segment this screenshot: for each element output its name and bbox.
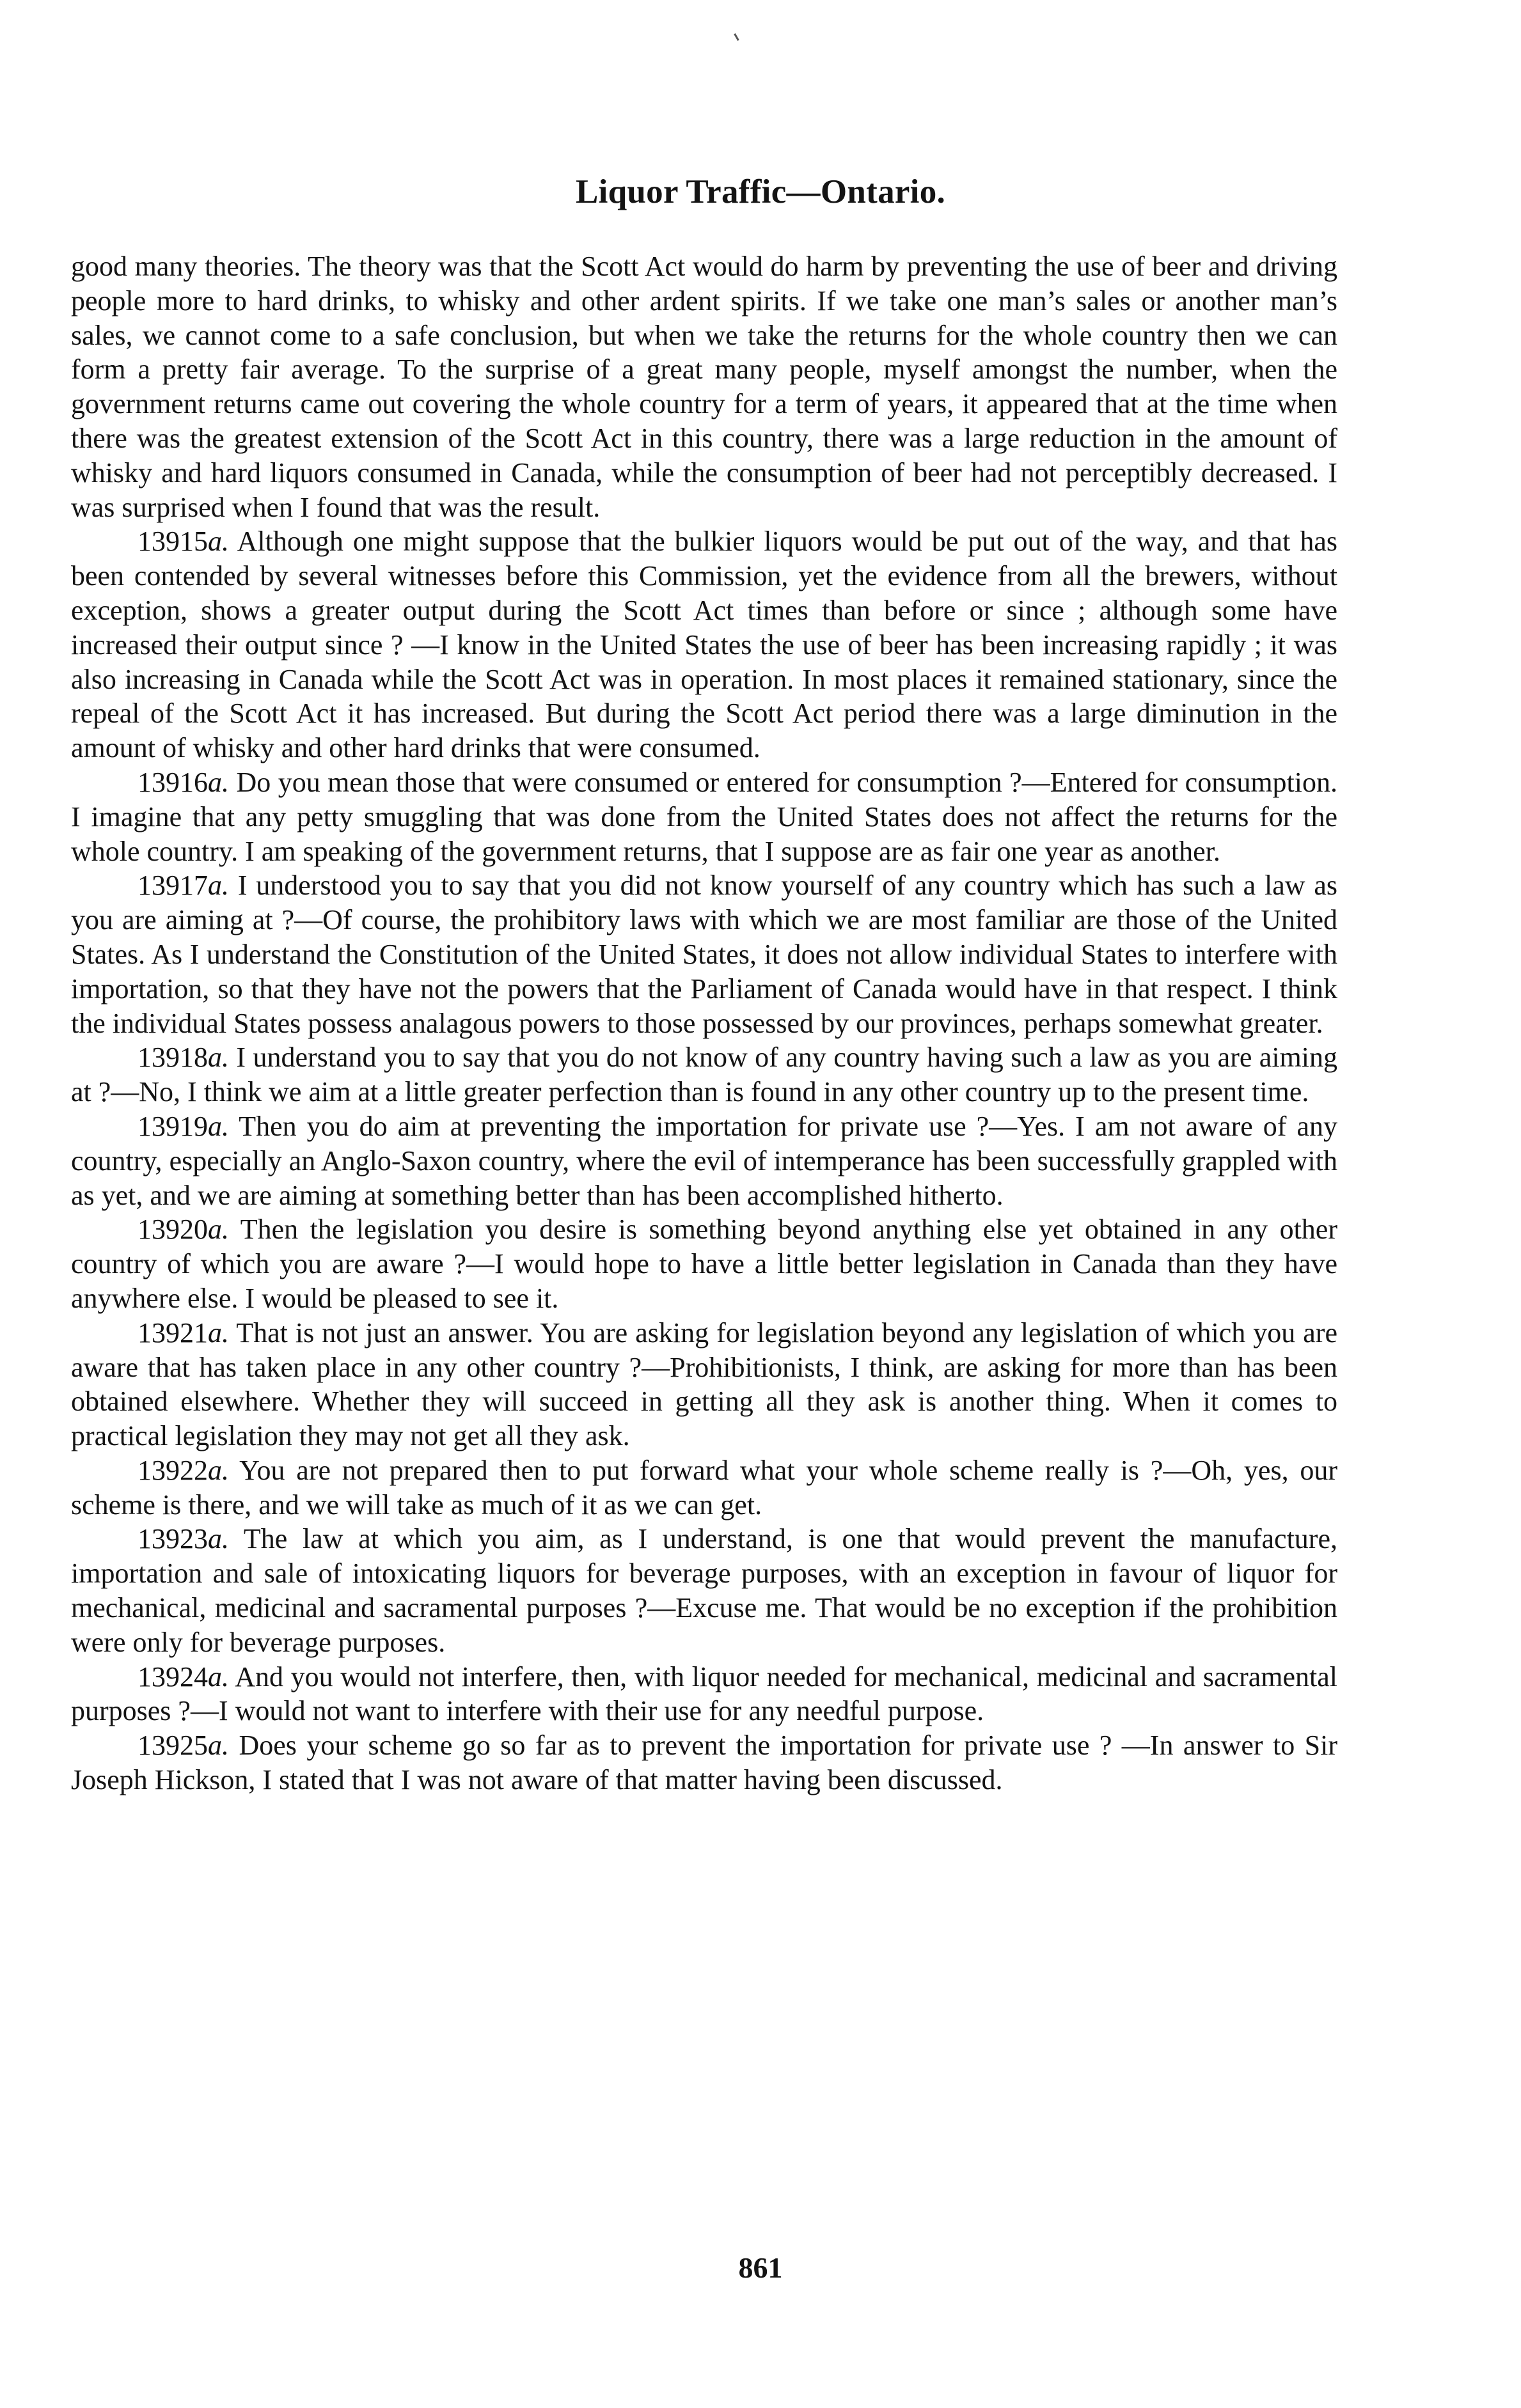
- question-number: 13923a.: [138, 1523, 229, 1555]
- question-number: 13918a.: [138, 1042, 229, 1074]
- page-number: 861: [738, 2251, 783, 2284]
- question-number: 13922a.: [138, 1454, 229, 1486]
- continuation-paragraph: good many theories. The theory was that the Scott Act would do harm by preventing the use of beer and driving people more to hard drinks, to whisky and other ardent spirits. If we take one man’s sales or another man’s sales, we cannot come to a safe conclusion, but when we take the returns for the whole country then we can form a pretty fair average. To the surprise of a great many people, myself amongst the number, when the government returns came out covering the whole country for a term of years, it appeared that at the time when there was the greatest extension of the Scott Act in this country, there was a large reduction in the amount of whisky and hard liquors consumed in Canada, while the consumption of beer had not perceptibly decreased. I was surprised when I found that was the result.: [71, 251, 1337, 523]
- question-number: 13924a.: [138, 1661, 229, 1693]
- question-paragraph: [71, 765, 1337, 868]
- question-text: Although one might suppose that the bulkier liquors would be put out of the way, and that has been contended by several witnesses before this Commission, yet the evidence from all the brewers, without exception, shows a greater output during the Scott Act times than before or since ; although some have increased their output since ? —I know in the United States the use of beer has been increasing rapidly ; it was also increasing in Canada while the Scott Act was in operation. In most places it remained stationary, since the repeal of the Scott Act it has increased. But during the Scott Act period there was a large diminution in the amount of whisky and other hard drinks that were consumed.: [71, 526, 1337, 764]
- stray-mark: [734, 33, 739, 41]
- question-number: 13919a.: [138, 1110, 229, 1142]
- question-paragraph: [71, 1522, 1337, 1659]
- question-paragraph: [71, 1316, 1337, 1453]
- question-text: And you would not interfere, then, with liquor needed for mechanical, medicinal and sacramental purposes ?—I would not want to interfere with their use for any needful purpose.: [71, 1661, 1337, 1727]
- question-paragraph: [71, 1660, 1337, 1729]
- question-paragraph: [71, 1212, 1337, 1315]
- question-text: Do you mean those that were consumed or entered for consumption ?—Entered for consumption. I imagine that any petty smuggling that was done from the United States does not affect the returns for the whole country. I am speaking of the government returns, that I suppose are as fair one year as another.: [71, 766, 1338, 867]
- question-number: 13915a.: [138, 526, 229, 558]
- question-paragraph: [71, 868, 1337, 1040]
- body-text: [71, 249, 1337, 1797]
- question-number: 13916a.: [138, 766, 229, 798]
- question-text: That is not just an answer. You are asking for legislation beyond any legislation of which you are aware that has taken place in any other country ?—Prohibitionists, I think, are asking for more than has been obtained elsewhere. Whether they will succeed in getting all they ask is another thing. When it comes to practical legislation they may not get all they ask.: [71, 1317, 1337, 1452]
- question-text: You are not prepared then to put forward what your whole scheme really is ?—Oh, yes, our scheme is there, and we will take as much of it as we can get.: [71, 1454, 1337, 1521]
- question-paragraph: [71, 1109, 1337, 1212]
- question-text: The law at which you aim, as I understand, is one that would prevent the manufacture, importation and sale of intoxicating liquors for beverage purposes, with an exception in favour of liquor for mechanical, medicinal and sacramental purposes ?—Excuse me. That would be no exception if the prohibition were only for beverage purposes.: [71, 1523, 1337, 1658]
- question-number: 13925a.: [138, 1730, 229, 1762]
- running-head: Liquor Traffic—Ontario.: [575, 173, 946, 210]
- question-text: I understood you to say that you did not know yourself of any country which has such a law as you are aiming at ?—Of course, the prohibitory laws with which we are most familiar are those of the United States. As I understand the Constitution of the United States, it does not allow individual States to interfere with importation, so that they have not the powers that the Parliament of Canada would have in that respect. I think the individual States possess analagous powers to those possessed by our provinces, perhaps somewhat greater.: [71, 870, 1338, 1039]
- question-paragraph: [71, 1040, 1337, 1109]
- question-text: I understand you to say that you do not know of any country having such a law as you are aiming at ?—No, I think we aim at a little greater perfection than is found in any other country up to the present time.: [71, 1042, 1338, 1108]
- question-number: 13917a.: [138, 870, 229, 902]
- question-number: 13921a.: [138, 1317, 229, 1349]
- question-paragraph: [71, 524, 1337, 765]
- question-paragraph: [71, 1728, 1337, 1797]
- question-paragraph: [71, 1453, 1337, 1522]
- question-text: Then the legislation you desire is something beyond anything else yet obtained in any other country of which you are aware ?—I would hope to have a little better legislation in Canada than they have anywhere else. I would be pleased to see it.: [71, 1214, 1337, 1314]
- question-text: Then you do aim at preventing the importation for private use ?—Yes. I am not aware of any country, especially an Anglo-Saxon country, where the evil of intemperance has been successfully grappled with as yet, and we are aiming at something better than has been accomplished hitherto.: [71, 1110, 1337, 1211]
- question-number: 13920a.: [138, 1214, 229, 1246]
- question-text: Does your scheme go so far as to prevent the importation for private use ? —In answer to Sir Joseph Hickson, I stated that I was not aware of that matter having been discussed.: [71, 1730, 1338, 1796]
